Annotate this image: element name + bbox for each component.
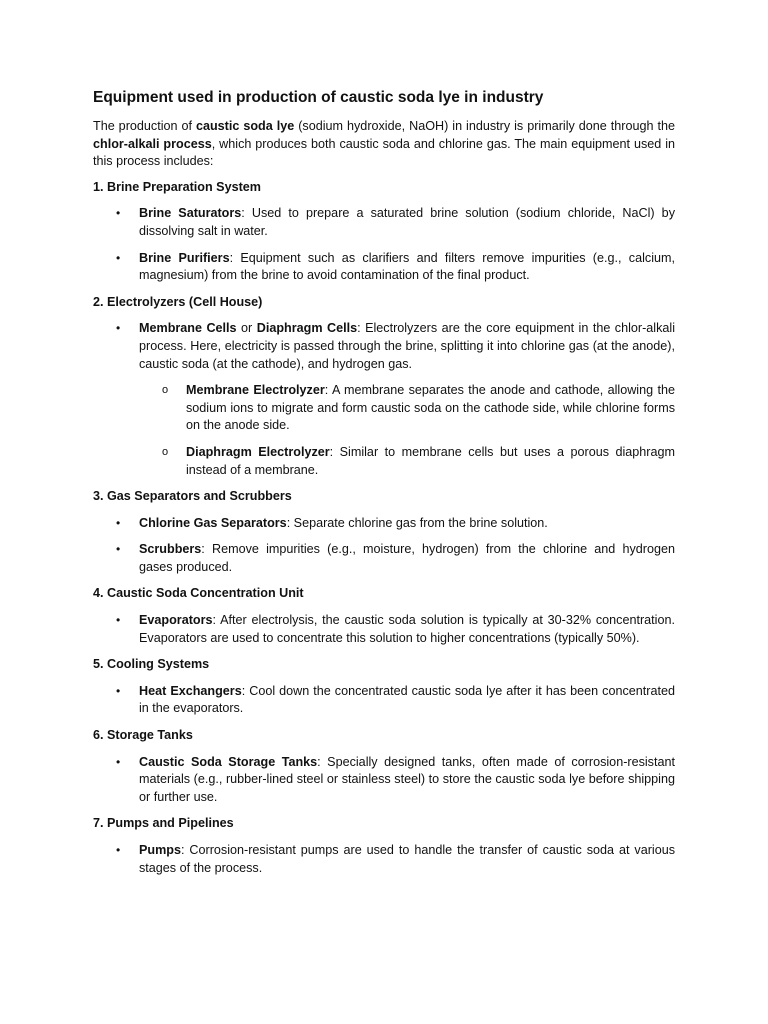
bullet-icon: • xyxy=(116,250,121,265)
bullet-icon: • xyxy=(116,754,121,769)
bullet-icon: • xyxy=(116,515,121,530)
sub-item-text: : Similar to membrane cells but uses a porous diaphragm instead of a membrane. xyxy=(186,444,675,477)
section-heading: 6. Storage Tanks xyxy=(93,728,193,743)
list-item xyxy=(93,842,675,877)
section-heading: 4. Caustic Soda Concentration Unit xyxy=(93,586,304,601)
bullet-list xyxy=(93,683,675,718)
item-text: : Used to prepare a saturated brine solution (sodium chloride, NaCl) by dissolving salt in water. xyxy=(139,206,675,238)
item-term: Brine Purifiers xyxy=(139,250,230,265)
item-term: Brine Saturators xyxy=(139,206,242,221)
bullet-icon: • xyxy=(116,843,121,857)
bullet-icon: • xyxy=(116,206,121,221)
intro-text-2: (sodium hydroxide, NaOH) in industry is primarily done through the xyxy=(294,119,675,133)
sub-list-item xyxy=(139,382,675,435)
item-connector: or xyxy=(236,321,257,336)
intro-text-3: , which produces both caustic soda and chlorine gas. The main equipment used in this process includes: xyxy=(93,136,675,169)
bullet-list xyxy=(93,205,675,284)
circle-bullet-icon: o xyxy=(162,384,169,397)
bullet-list xyxy=(93,754,675,807)
section-heading: 7. Pumps and Pipelines xyxy=(93,816,234,831)
item-term: Membrane Cells xyxy=(139,321,237,336)
bullet-list xyxy=(93,612,675,647)
sub-item-text: : A membrane separates the anode and cathode, allowing the sodium ions to migrate and form caustic soda on the cathode side, while chlorine forms on the anode side. xyxy=(186,383,675,433)
intro-text-1: The production of xyxy=(93,119,196,133)
item-text: : Separate chlorine gas from the brine solution. xyxy=(286,515,548,530)
intro-paragraph xyxy=(93,118,675,171)
list-item xyxy=(93,683,675,718)
list-item xyxy=(93,612,675,647)
item-term: Pumps xyxy=(139,843,181,857)
list-item xyxy=(93,250,675,285)
item-text: : Specially designed tanks, often made of corrosion-resistant materials (e.g., rubber-lined steel or stainless steel) to store the caustic soda lye before shipping or further use. xyxy=(139,754,675,804)
bullet-icon: • xyxy=(116,613,121,628)
item-text: : After electrolysis, the caustic soda solution is typically at 30-32% concentration. Evaporators are used to concentrate this solution to higher concentrations (typically 50%). xyxy=(139,613,675,645)
item-term: Caustic Soda Storage Tanks xyxy=(139,754,318,769)
bullet-list xyxy=(93,320,675,479)
item-text: : Corrosion-resistant pumps are used to handle the transfer of caustic soda at various stages of the process. xyxy=(139,843,675,875)
list-item xyxy=(93,205,675,240)
sub-bullet-list xyxy=(139,382,675,479)
item-term: Evaporators xyxy=(139,613,213,628)
sub-item-term: Membrane Electrolyzer xyxy=(186,383,325,398)
item-text: : Cool down the concentrated caustic soda lye after it has been concentrated in the evaporators. xyxy=(139,683,675,716)
item-term: Scrubbers xyxy=(139,542,202,557)
bullet-icon: • xyxy=(116,321,121,336)
list-item xyxy=(93,515,675,533)
item-text: : Equipment such as clarifiers and filters remove impurities (e.g., calcium, magnesium) from the brine to avoid contamination of the final product. xyxy=(139,250,675,283)
item-text: : Electrolyzers are the core equipment in the chlor-alkali process. Here, electricity is passed through the brine, splitting it into chlorine gas (at the anode), caustic soda (at the cathode), and hydrogen gas. xyxy=(139,321,675,371)
item-text: : Remove impurities (e.g., moisture, hydrogen) from the chlorine and hydrogen gases produced. xyxy=(139,542,675,574)
document-title: Equipment used in production of caustic soda lye in industry xyxy=(93,89,544,106)
intro-bold-1: caustic soda lye xyxy=(195,119,295,133)
section-heading: 5. Cooling Systems xyxy=(93,657,210,672)
list-item xyxy=(93,541,675,576)
bullet-icon: • xyxy=(116,542,121,557)
item-term-2: Diaphragm Cells xyxy=(256,321,358,336)
sub-item-term: Diaphragm Electrolyzer xyxy=(186,444,330,459)
item-term: Chlorine Gas Separators xyxy=(139,515,287,530)
section-heading: 1. Brine Preparation System xyxy=(93,179,261,194)
bullet-icon: • xyxy=(116,683,121,698)
bullet-list xyxy=(93,515,675,577)
section-heading: 2. Electrolyzers (Cell House) xyxy=(93,294,263,309)
section-heading: 3. Gas Separators and Scrubbers xyxy=(93,489,292,504)
sub-list-item xyxy=(139,444,675,479)
intro-bold-2: chlor-alkali process xyxy=(93,136,212,151)
circle-bullet-icon: o xyxy=(162,445,169,458)
list-item xyxy=(93,320,675,479)
bullet-list xyxy=(93,842,675,877)
list-item xyxy=(93,754,675,807)
item-term: Heat Exchangers xyxy=(139,683,242,698)
